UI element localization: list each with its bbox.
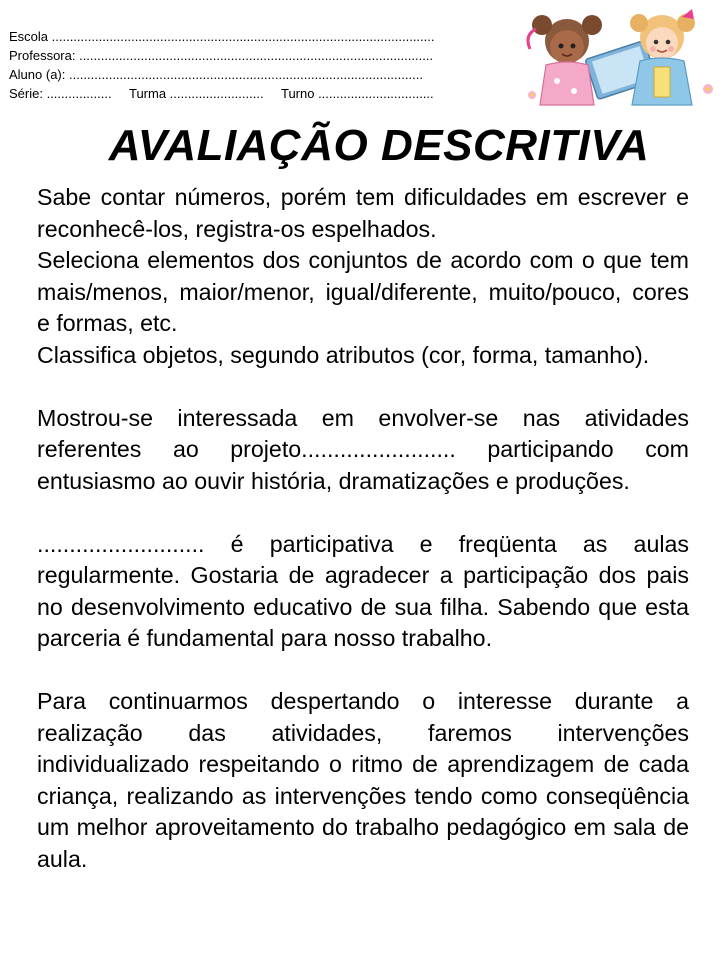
children-reading-clipart-icon [512,3,724,113]
paragraph-conjuntos: Seleciona elementos dos conjuntos de acordo com o que tem mais/menos, maior/menor, igual/diferente, muito/pouco, cores e formas, etc. [37,247,689,336]
escola-field: Escola .......................................................................................................... [9,29,435,44]
serie-field: Série: .................. [9,86,112,101]
turno-field: Turno ................................ [280,86,434,101]
paragraph-participativa: .......................... é participativa e freqüenta as aulas regularmente. Gostaria de agradecer a participação dos pais no desenvolvimento educativo de sua filha. Sabendo que esta parceria é fundamental para nosso trabalho. [37,530,689,651]
paragraph-classifica: Classifica objetos, segundo atributos (cor, forma, tamanho). [37,341,650,368]
header-fields [9,27,529,103]
paragraph-intervencoes: Para continuarmos despertando o interesse durante a realização das atividades, faremos intervenções individualizado respeitando o ritmo de aprendizagem de cada criança, realizando as intervenções tendo como conseqüência um melhor aproveitamento do trabalho pedagógico em sala de aula. [37,688,689,872]
serie-turma-turno-row [9,84,529,103]
page-title: AVALIAÇÃO DESCRITIVA [108,121,650,170]
professora-field: Professora: .................................................................................................. [9,48,434,63]
paragraph-projeto: Mostrou-se interessada em envolver-se nas atividades referentes ao projeto........................ participando com entusiasmo ao ouvir história, dramatizações e produções. [37,404,689,494]
turma-field: Turma .......................... [128,86,264,101]
evaluation-text [37,182,689,875]
aluno-field: Aluno (a): .................................................................................................. [9,67,423,82]
paragraph-numeros: Sabe contar números, porém tem dificuldades em escrever e reconhecê-los, registra-os espelhados. [37,184,689,242]
